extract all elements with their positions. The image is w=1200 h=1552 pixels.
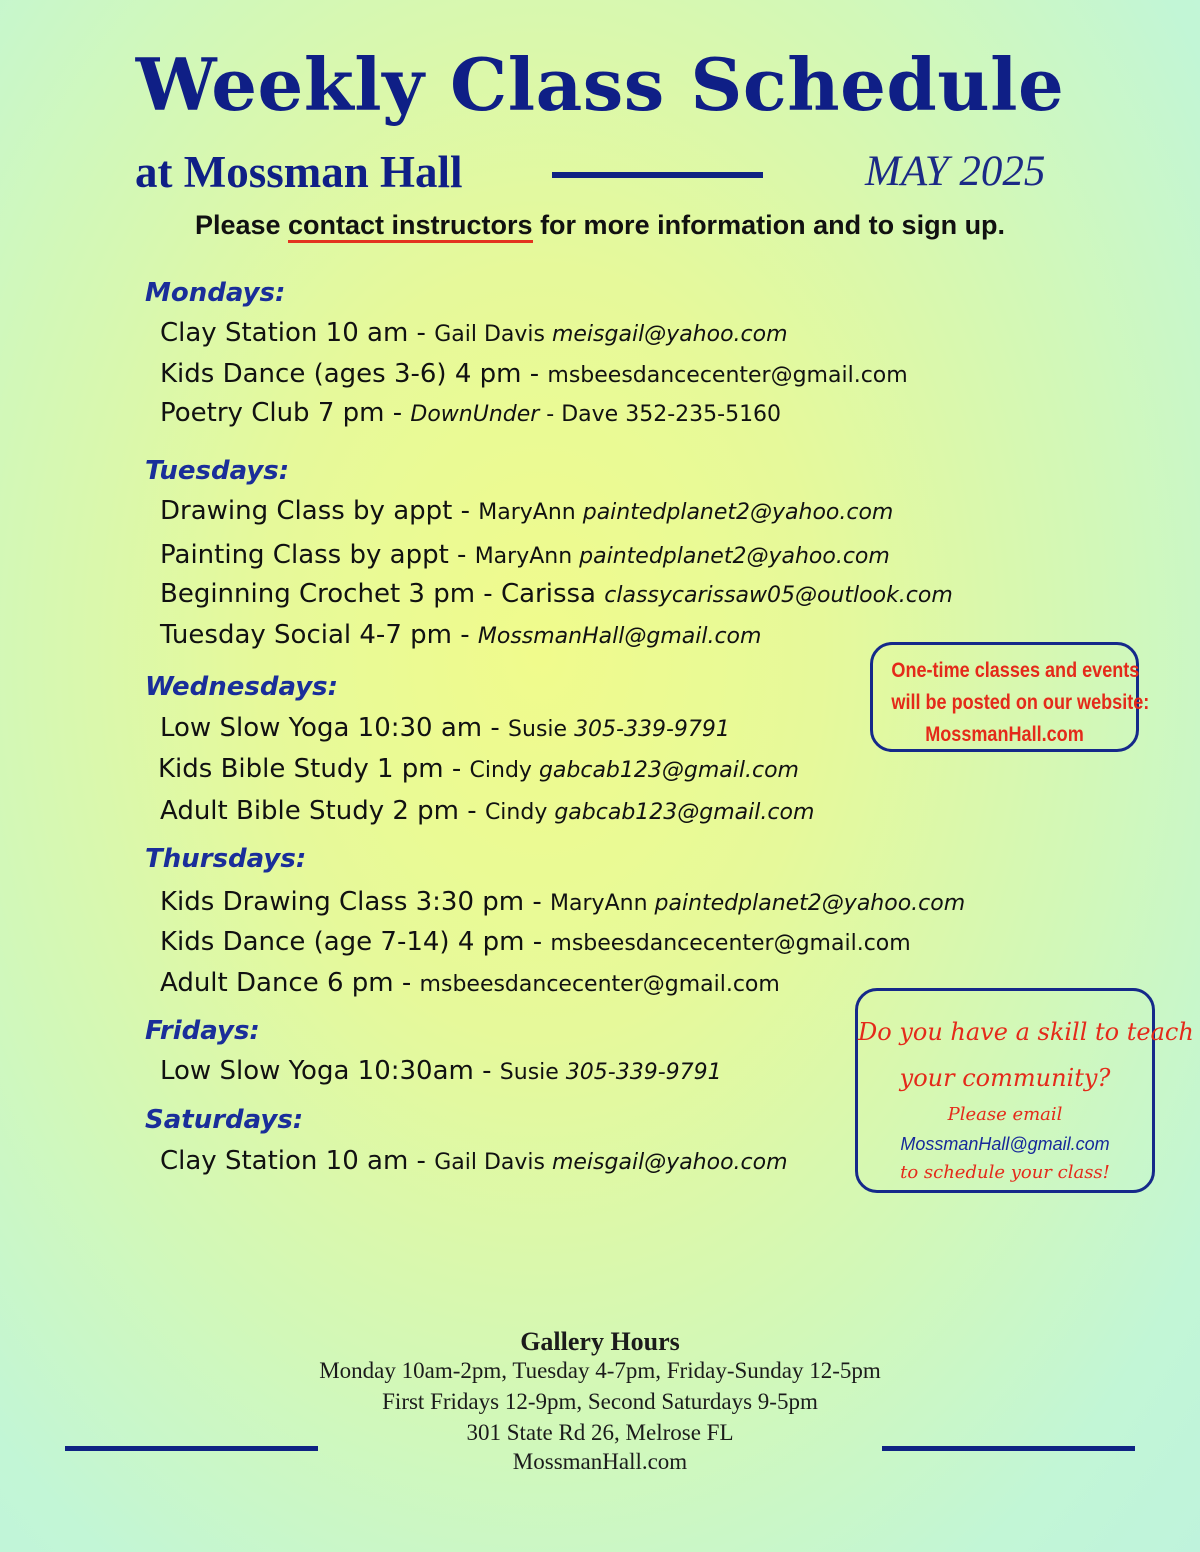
day-heading-thursdays: Thursdays: bbox=[145, 844, 307, 874]
page-title: Weekly Class Schedule bbox=[135, 42, 1065, 127]
contact-email[interactable]: paintedplanet2@yahoo.com bbox=[654, 891, 966, 916]
class-row: Tuesday Social 4-7 pm - MossmanHall@gmail.com bbox=[160, 620, 762, 650]
teach-callout-question: Do you have a skill to teach bbox=[858, 1018, 1194, 1046]
contact-email[interactable]: gabcab123@gmail.com bbox=[538, 758, 799, 783]
teach-callout-question: your community? bbox=[899, 1064, 1111, 1092]
class-row: Poetry Club 7 pm - DownUnder - Dave 352-235-5160 bbox=[160, 398, 782, 428]
teach-callout bbox=[855, 988, 1194, 1193]
gallery-website[interactable]: MossmanHall.com bbox=[512, 1449, 688, 1474]
gallery-address: 301 State Rd 26, Melrose FL bbox=[466, 1420, 734, 1445]
contact-email[interactable]: msbeesdancecenter@gmail.com bbox=[547, 363, 908, 388]
page-subtitle: at Mossman Hall bbox=[135, 147, 463, 197]
day-heading-saturdays: Saturdays: bbox=[145, 1105, 304, 1135]
contact-email[interactable]: msbeesdancecenter@gmail.com bbox=[419, 972, 780, 997]
gallery-hours-line: Monday 10am-2pm, Tuesday 4-7pm, Friday-Sunday 12-5pm bbox=[319, 1358, 881, 1383]
class-row: Kids Dance (ages 3-6) 4 pm - msbeesdancecenter@gmail.com bbox=[160, 359, 908, 389]
events-callout-line: One-time classes and events bbox=[891, 659, 1140, 682]
events-callout bbox=[870, 642, 1150, 752]
gallery-heading: Gallery Hours bbox=[520, 1327, 680, 1356]
class-row: Low Slow Yoga 10:30 am - Susie 305-339-9791 bbox=[160, 713, 730, 743]
contact-email[interactable]: paintedplanet2@yahoo.com bbox=[582, 500, 894, 525]
events-callout-website[interactable]: MossmanHall.com bbox=[925, 723, 1084, 746]
day-heading-mondays: Mondays: bbox=[145, 278, 286, 308]
gallery-hours-line: First Fridays 12-9pm, Second Saturdays 9-5pm bbox=[382, 1389, 818, 1414]
class-row: Adult Bible Study 2 pm - Cindy gabcab123@gmail.com bbox=[160, 796, 815, 826]
contact-instructors-link[interactable]: contact instructors bbox=[288, 210, 533, 243]
header-divider bbox=[552, 172, 763, 178]
class-row: Beginning Crochet 3 pm - Carissa classycarissaw05@outlook.com bbox=[160, 579, 953, 609]
class-row: Drawing Class by appt - MaryAnn paintedplanet2@yahoo.com bbox=[160, 496, 894, 526]
teach-callout-text: Please email bbox=[947, 1104, 1063, 1125]
contact-email[interactable]: meisgail@yahoo.com bbox=[551, 1150, 788, 1175]
notice-text: Please contact instructors for more information and to sign up. bbox=[0, 210, 1200, 241]
class-row: Kids Drawing Class 3:30 pm - MaryAnn paintedplanet2@yahoo.com bbox=[160, 887, 966, 917]
contact-email[interactable]: msbeesdancecenter@gmail.com bbox=[550, 931, 911, 956]
class-row: Adult Dance 6 pm - msbeesdancecenter@gmail.com bbox=[160, 968, 780, 998]
footer-divider-left bbox=[65, 1446, 318, 1451]
contact-email[interactable]: classycarissaw05@outlook.com bbox=[604, 583, 953, 608]
class-row: Clay Station 10 am - Gail Davis meisgail@yahoo.com bbox=[160, 1146, 788, 1176]
footer-divider-right bbox=[882, 1446, 1135, 1451]
contact-email[interactable]: meisgail@yahoo.com bbox=[551, 322, 788, 347]
teach-callout-email[interactable]: MossmanHall@gmail.com bbox=[900, 1134, 1110, 1154]
contact-email[interactable]: MossmanHall@gmail.com bbox=[477, 624, 762, 649]
day-heading-fridays: Fridays: bbox=[145, 1016, 260, 1046]
class-row: Kids Dance (age 7-14) 4 pm - msbeesdancecenter@gmail.com bbox=[160, 927, 911, 957]
teach-callout-text: to schedule your class! bbox=[900, 1162, 1110, 1183]
schedule-date: MAY 2025 bbox=[865, 148, 1046, 195]
events-callout-line: will be posted on our website: bbox=[891, 691, 1150, 714]
day-heading-wednesdays: Wednesdays: bbox=[145, 672, 339, 702]
day-heading-tuesdays: Tuesdays: bbox=[145, 456, 290, 486]
class-row: Painting Class by appt - MaryAnn paintedplanet2@yahoo.com bbox=[160, 540, 890, 570]
class-row: Clay Station 10 am - Gail Davis meisgail@yahoo.com bbox=[160, 318, 788, 348]
class-row: Low Slow Yoga 10:30am - Susie 305-339-9791 bbox=[160, 1056, 722, 1086]
class-row: Kids Bible Study 1 pm - Cindy gabcab123@gmail.com bbox=[158, 754, 799, 784]
contact-email[interactable]: gabcab123@gmail.com bbox=[554, 800, 815, 825]
contact-email[interactable]: paintedplanet2@yahoo.com bbox=[579, 544, 890, 569]
